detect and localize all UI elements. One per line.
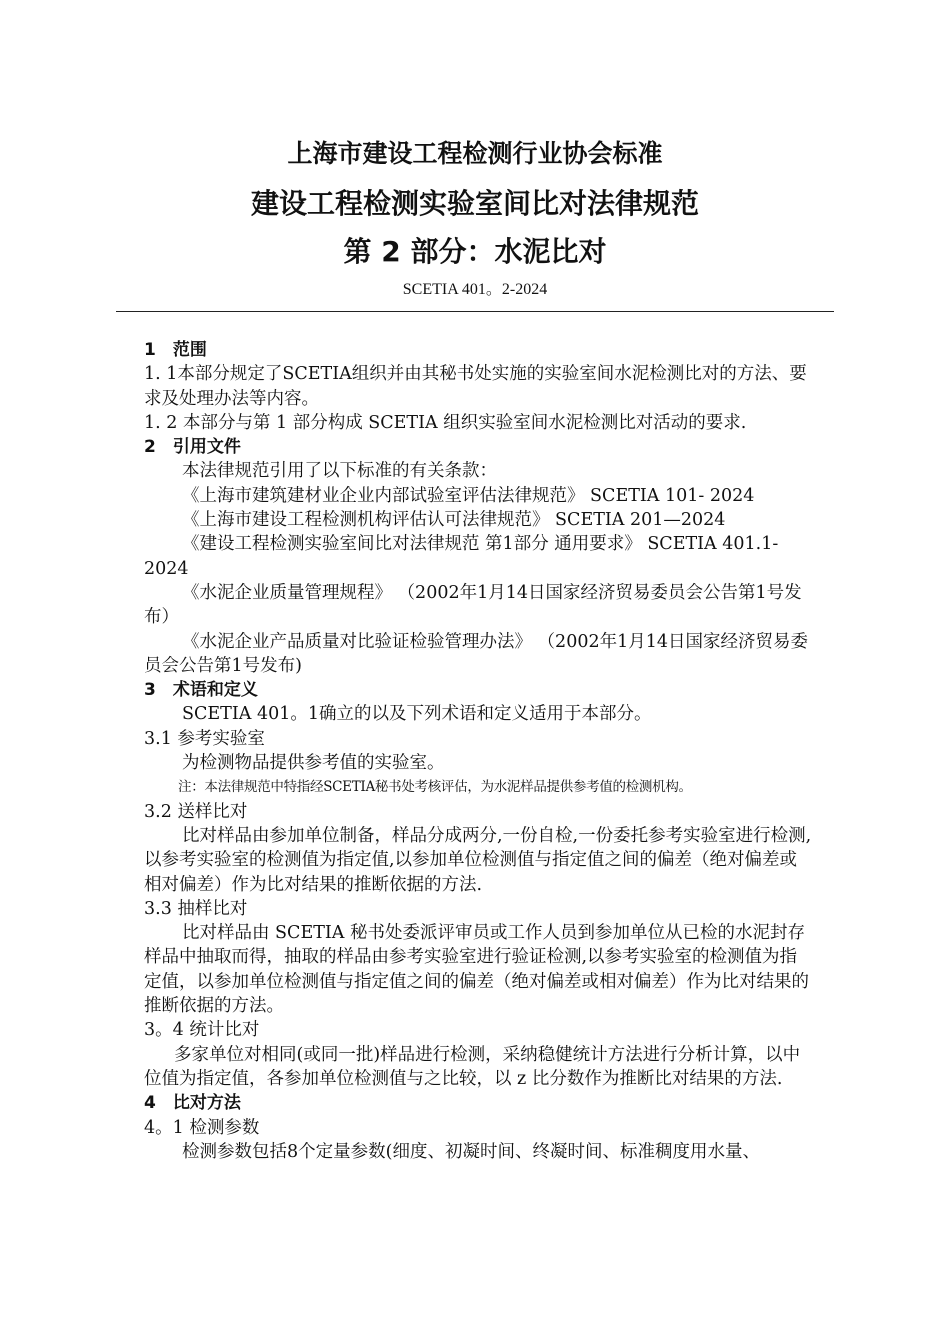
section-1-2: 1. 2 本部分与第 1 部分构成 SCETIA 组织实验室间水泥检测比对活动的要求. — [144, 412, 747, 433]
document-body — [144, 338, 814, 1164]
section-1-1: 1. 1本部分规定了SCETIA组织并由其秘书处实施的实验室间水泥检测比对的方法、要求及处理办法等内容。 — [144, 364, 807, 409]
section-4-1-text: 检测参数包括8个定量参数(细度、初凝时间、终凝时间、标准稠度用水量、 — [182, 1141, 760, 1162]
section-2-heading: 2 引用文件 — [144, 437, 241, 458]
term-3-1-definition: 为检测物品提供参考值的实验室。 — [182, 753, 445, 774]
header-divider — [116, 311, 834, 312]
term-3-2-definition: 比对样品由参加单位制备，样品分成两分,一份自检,一份委托参考实验室进行检测,以参考实验室的检测值为指定值,以参加单位检测值与指定值之间的偏差（绝对偏差或相对偏差）作为比对结果的推断依据的方法. — [144, 825, 812, 895]
reference-item: 《建设工程检测实验室间比对法律规范 第1部分 通用要求》 SCETIA 401.1-2024 — [144, 534, 779, 579]
section-1-heading: 1 范围 — [144, 340, 207, 360]
reference-item: 《水泥企业产品质量对比验证检验管理办法》 （2002年1月14日国家经济贸易委员会公告第1号发布) — [144, 631, 808, 676]
term-3-1-title: 3.1 参考实验室 — [144, 728, 265, 749]
term-3-3-definition: 比对样品由 SCETIA 秘书处委派评审员或工作人员到参加单位从已检的水泥封存样品中抽取而得，抽取的样品由参考实验室进行验证检测,以参考实验室的检测值为指定值，以参加单位检测值与指定值之间的偏差（绝对偏差或相对偏差）作为比对结果的推断依据的方法。 — [144, 923, 809, 1017]
part-title: 第 2 部分：水泥比对 — [343, 235, 607, 268]
standard-title: 建设工程检测实验室间比对法律规范 — [250, 187, 699, 220]
standard-code: SCETIA 401。2-2024 — [402, 281, 548, 298]
section-2-intro: 本法律规范引用了以下标准的有关条款： — [182, 461, 497, 482]
reference-item: 《上海市建筑建材业企业内部试验室评估法律规范》 SCETIA 101- 2024 — [182, 485, 755, 506]
section-3-intro: SCETIA 401。1确立的以及下列术语和定义适用于本部分。 — [182, 704, 652, 725]
term-3-3-title: 3.3 抽样比对 — [144, 898, 248, 919]
term-3-1-note: 注：本法律规范中特指经SCETIA秘书处考核评估，为水泥样品提供参考值的检测机构。 — [178, 779, 692, 796]
term-3-4-title: 3。4 统计比对 — [144, 1020, 260, 1041]
section-3-heading: 3 术语和定义 — [144, 680, 258, 701]
section-4-heading: 4 比对方法 — [144, 1093, 241, 1114]
term-3-4-definition: 多家单位对相同(或同一批)样品进行检测，采纳稳健统计方法进行分析计算，以中位值为指定值，各参加单位检测值与之比较，以 z 比分数作为推断比对结果的方法. — [144, 1044, 801, 1089]
association-title: 上海市建设工程检测行业协会标准 — [287, 139, 663, 168]
term-3-2-title: 3.2 送样比对 — [144, 801, 248, 822]
reference-item: 《上海市建设工程检测机构评估认可法律规范》 SCETIA 201—2024 — [182, 510, 726, 531]
reference-item: 《水泥企业质量管理规程》 （2002年1月14日国家经济贸易委员会公告第1号发布） — [144, 582, 802, 628]
section-4-1-title: 4。1 检测参数 — [144, 1117, 260, 1138]
